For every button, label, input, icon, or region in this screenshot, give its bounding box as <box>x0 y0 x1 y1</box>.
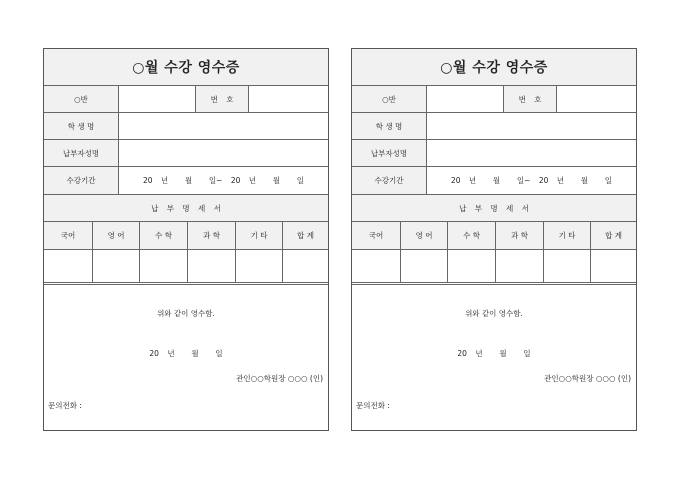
class-row <box>44 86 328 113</box>
contact-label: 문의전화 : <box>48 401 82 410</box>
subject-math: 수 학 <box>447 222 495 249</box>
payer-label: 납부자성명 <box>352 140 427 166</box>
subject-other: 기 타 <box>543 222 590 249</box>
payer-row <box>44 140 328 167</box>
subject-korean: 국어 <box>60 231 76 240</box>
student-value[interactable] <box>427 113 636 139</box>
confirm-text: 위와 같이 영수함. <box>157 309 215 318</box>
issuer-text: 관인○○학원장 ○○○ (인) <box>544 374 631 383</box>
subject-english: 영 어 <box>400 222 447 249</box>
amount-total[interactable] <box>282 250 328 282</box>
amount-korean[interactable] <box>352 250 400 282</box>
student-row <box>352 113 636 140</box>
receipt-title-row <box>352 49 636 86</box>
period-label: 수강기간 <box>44 167 119 194</box>
receipt-title: ○월 수강 영수증 <box>440 60 548 76</box>
issuer-text: 관인○○학원장 ○○○ (인) <box>236 374 323 383</box>
amount-math[interactable] <box>139 250 187 282</box>
payer-value[interactable] <box>427 140 636 166</box>
amount-math[interactable] <box>447 250 495 282</box>
confirm-text: 위와 같이 영수함. <box>465 309 523 318</box>
student-label: 학 생 명 <box>44 113 119 139</box>
number-value[interactable] <box>249 86 328 112</box>
statement-header: 납 부 명 세 서 <box>352 195 636 222</box>
payer-label: 납부자성명 <box>44 140 119 166</box>
receipt-footer <box>44 288 328 430</box>
subject-english: 영 어 <box>92 222 139 249</box>
amount-science[interactable] <box>187 250 235 282</box>
subject-korean: 국어 <box>368 231 384 240</box>
class-label: ○반 <box>44 86 119 112</box>
amount-other[interactable] <box>543 250 590 282</box>
student-value[interactable] <box>119 113 328 139</box>
receipt-left <box>43 48 329 431</box>
subject-total: 합 계 <box>282 222 328 249</box>
payer-row <box>352 140 636 167</box>
subject-header-row <box>352 222 636 250</box>
amount-science[interactable] <box>495 250 543 282</box>
class-row <box>352 86 636 113</box>
class-value[interactable] <box>119 86 195 112</box>
subject-other: 기 타 <box>235 222 282 249</box>
period-row <box>352 167 636 195</box>
statement-header: 납 부 명 세 서 <box>44 195 328 222</box>
number-label: 번 호 <box>195 86 249 112</box>
amount-english[interactable] <box>400 250 447 282</box>
date-text: 20 년 월 일 <box>457 349 531 358</box>
number-label: 번 호 <box>503 86 557 112</box>
receipt-title-row <box>44 49 328 86</box>
amount-row <box>44 250 328 285</box>
date-text: 20 년 월 일 <box>149 349 223 358</box>
subject-math: 수 학 <box>139 222 187 249</box>
student-label: 학 생 명 <box>352 113 427 139</box>
period-value: 20 년 월 일~ 20 년 월 일 <box>142 176 305 185</box>
class-label: ○반 <box>352 86 427 112</box>
period-row <box>44 167 328 195</box>
subject-header-row <box>44 222 328 250</box>
subject-science: 과 학 <box>187 222 235 249</box>
period-value: 20 년 월 일~ 20 년 월 일 <box>450 176 613 185</box>
amount-row <box>352 250 636 285</box>
amount-other[interactable] <box>235 250 282 282</box>
amount-korean[interactable] <box>44 250 92 282</box>
receipt-right <box>351 48 637 431</box>
payer-value[interactable] <box>119 140 328 166</box>
period-label: 수강기간 <box>352 167 427 194</box>
student-row <box>44 113 328 140</box>
subject-total: 합 계 <box>590 222 636 249</box>
amount-total[interactable] <box>590 250 636 282</box>
class-value[interactable] <box>427 86 503 112</box>
contact-label: 문의전화 : <box>356 401 390 410</box>
number-value[interactable] <box>557 86 636 112</box>
receipt-title: ○월 수강 영수증 <box>132 60 240 76</box>
amount-english[interactable] <box>92 250 139 282</box>
receipt-footer <box>352 288 636 430</box>
subject-science: 과 학 <box>495 222 543 249</box>
